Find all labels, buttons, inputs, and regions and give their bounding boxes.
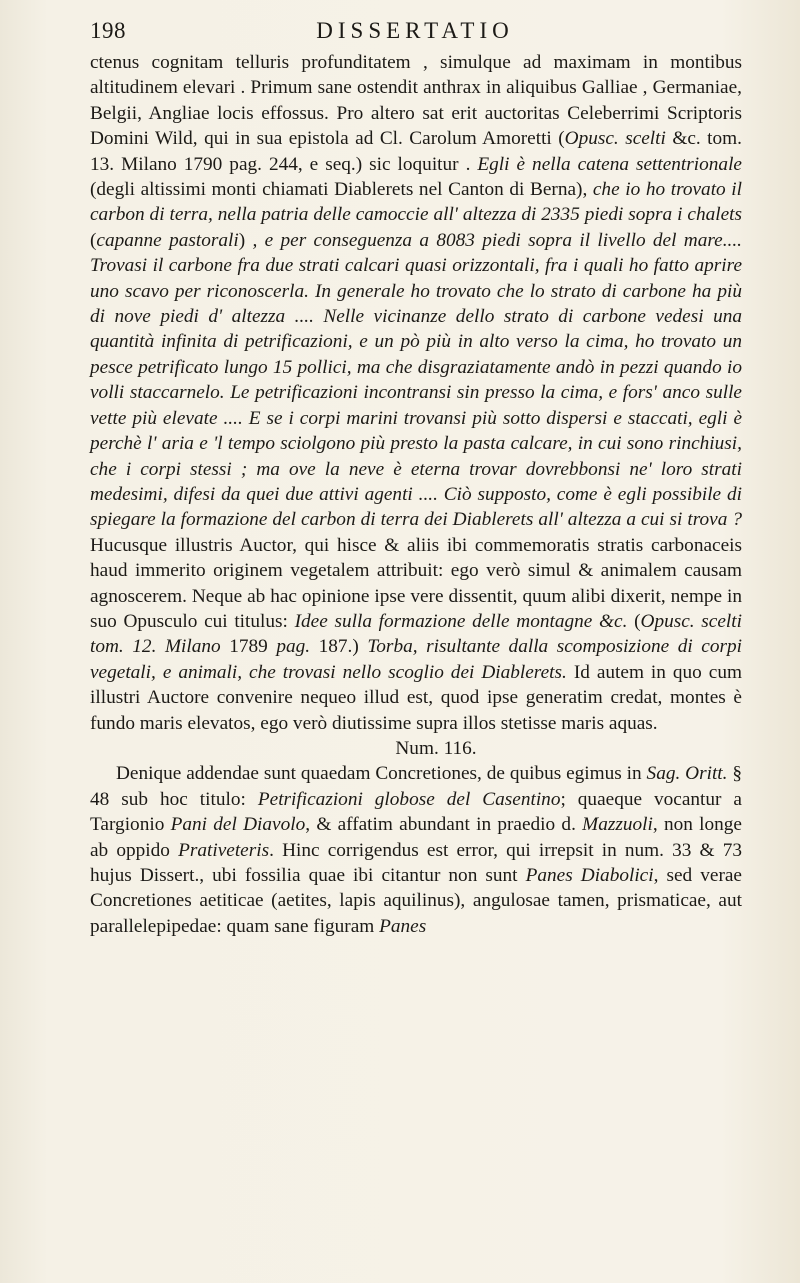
text-span: § 48 sub hoc titulo: <box>90 763 742 810</box>
text-span-italic: che io ho trovato il carbon di terra, nella patria delle camoccie all' altezza di 2335 piedi sopra i chalets <box>90 179 743 226</box>
text-span: Hucusque illustris Auctor, qui hisce & aliis ibi commemoratis stratis carbonaceis haud immerito originem vegetalem attribuit: ego verò simul & animalem causam agnoscerem. Neque ab hac opinione ipse vere dissentit, quum alibi dixerit, nempe in suo Opusculo cui titulus: <box>90 534 742 632</box>
text-span: ( <box>627 610 641 632</box>
text-span-italic: Prativeteris <box>178 839 270 861</box>
text-span-italic: Idee sulla formazione delle montagne &c. <box>294 610 628 632</box>
text-span-italic: capanne pastorali <box>96 229 239 251</box>
text-span-italic: Torba, risultante dalla scomposizione di corpi vegetali, e animali, che trovasi nello scoglio dei Diablerets. <box>90 636 743 683</box>
text-span: Denique addendae sunt quaedam Concretiones, de quibus egimus in <box>116 763 647 785</box>
text-span-italic: Sag. Oritt. <box>646 763 728 785</box>
text-span-italic: Opusc. scelti <box>564 128 666 150</box>
text-span-italic: Panes <box>379 915 427 937</box>
body-text <box>90 50 742 939</box>
text-span: &c. tom. 13. Milano 1790 pag. 244, e seq.) sic loquitur . <box>90 128 742 175</box>
text-span-italic: Egli è nella catena settentrionale <box>477 153 742 175</box>
section-heading: Num. 116. <box>395 737 477 759</box>
text-span: , sed verae Concretiones aetiticae (aetites, lapis aquilinus), angulosae tamen, prismaticae, aut parallelepipedae: quam sane figuram <box>90 865 742 937</box>
text-span-italic: Panes Diabolici <box>525 865 654 886</box>
text-span: ; quaeque vocantur a Targionio <box>90 788 742 836</box>
text-span: 187.) <box>310 636 368 658</box>
page-header <box>90 18 740 48</box>
text-span: . Hinc corrigendus est error, qui irrepsit in num. 33 & 73 hujus Dissert., ubi fossilia quae ibi citantur non sunt <box>90 839 742 886</box>
text-span: , & affatim abundant in praedio d. <box>305 814 583 836</box>
text-span-italic: , e per conseguenza a 8083 piedi sopra il livello del mare.... Trovasi il carbone fra due strati calcari quasi orizzontali, fra i quali ho fatto aprire uno scavo per riconoscerla. In generale ho trovato che lo strato di carbone ha più di nove piedi d' altezza .... Nelle vicinanze dello strato di carbone vedesi una quantità infinita di petrificazioni, e un pò più in alto verso la cima, ho trovato un pesce petrificato lungo 15 pollici, ma che disgraziatamente andò in pezzi quando io volli staccarnelo. Le petrificazioni incontransi sin presso la cima, e fors' anco sulle vette più elevate .... E se i corpi marini trovansi più sotto dispersi e staccati, egli è perchè l' aria e 'l tempo sciolgono più presto la pasta calcare, in cui sono rinchiusi, che i corpi stessi ; ma ove la neve è eterna trovar dovrebbonsi ne' loro strati medesimi, difesi da quei due attivi agenti .... Ciò supposto, come è egli possibile di spiegare la formazione del carbon di terra dei Diablerets all' altezza a cui si trova ? <box>90 229 742 531</box>
text-span: ctenus cognitam telluris profunditatem , simulque ad maximam in montibus altitudinem elevari . Primum sane ostendit anthrax in aliquibus Galliae , Germaniae, Belgii, Angliae locis effossus. Pro altero sat erit auctoritas Celeberrimi Scriptoris Domini Wild, qui in sua epistola ad Cl. Carolum Amoretti ( <box>90 52 742 150</box>
text-span: ( <box>90 229 97 251</box>
paragraph-continuation <box>90 50 742 736</box>
text-span-italic: Opusc. scelti tom. 12. Milano <box>90 610 742 658</box>
text-span: 1789 <box>220 636 277 658</box>
text-span: , non longe ab oppido <box>90 814 742 861</box>
text-span-italic: Mazzuoli <box>582 814 653 836</box>
page-number: 198 <box>90 18 126 43</box>
text-span: ) <box>238 229 253 251</box>
text-span: Id autem in quo cum illustri Auctore convenire nequeo illud est, quod ipse generatim credat, montes è fundo maris elevatos, ego verò diutissime supra illos stetisse maris aquas. <box>90 661 742 734</box>
text-span: (degli altissimi monti chiamati Diablerets nel Canton di Berna), <box>90 179 593 201</box>
paragraph <box>90 761 742 939</box>
text-span-italic: pag. <box>276 636 311 658</box>
text-span-italic: Pani del Diavolo <box>170 814 306 836</box>
running-head: DISSERTATIO <box>316 18 514 43</box>
text-span-italic: Petrificazioni globose del Casentino <box>257 788 561 810</box>
